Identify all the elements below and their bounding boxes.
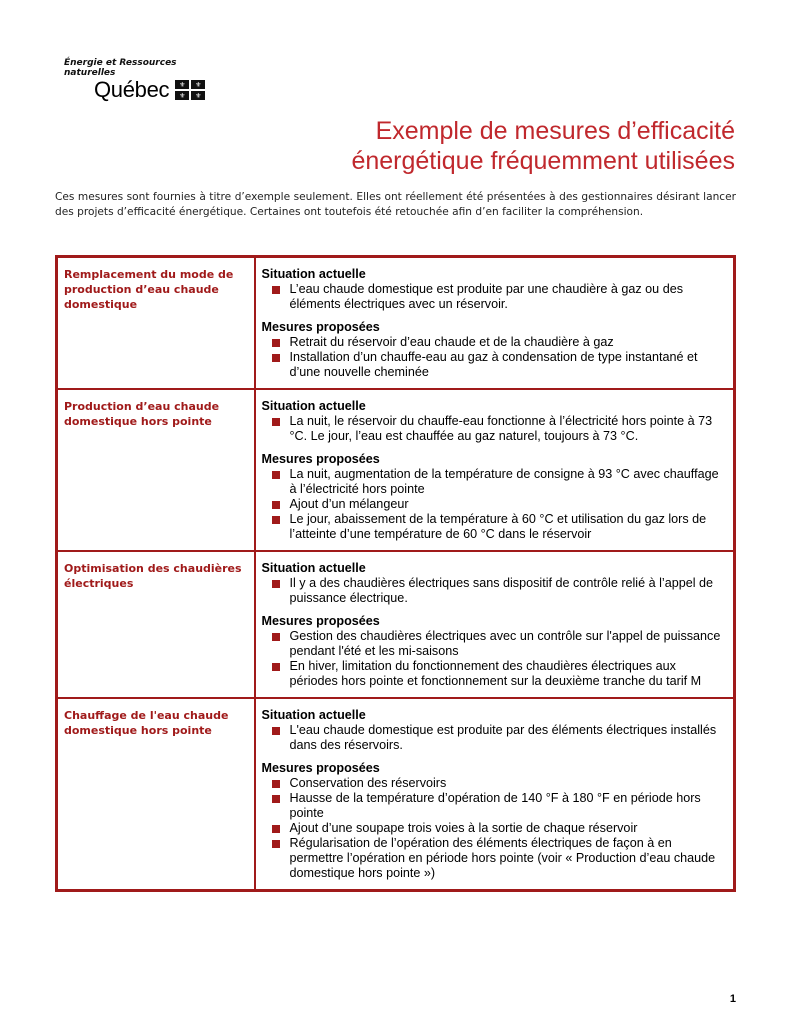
- proposed-heading: Mesures proposées: [261, 452, 380, 466]
- logo-ministry: Énergie et Ressources: [64, 58, 177, 68]
- measure-details: [255, 551, 735, 698]
- bullet-text: Le jour, abaissement de la température à 60 °C et utilisation du gaz lors de l’atteinte d’une température de 60 °C dans le réservoir: [289, 512, 707, 541]
- measures-table: [55, 255, 736, 892]
- bullet-text: Conservation des réservoirs: [289, 776, 447, 790]
- proposed-heading: Mesures proposées: [261, 320, 380, 334]
- fleur-de-lis-flag-icon: ⚜ ⚜ ⚜ ⚜: [175, 80, 205, 100]
- square-bullet-icon: [272, 471, 280, 479]
- bullet-item: [262, 576, 726, 606]
- current-heading: Situation actuelle: [261, 561, 366, 575]
- bullet-item: [262, 414, 726, 444]
- bullet-text: Ajout d’un mélangeur: [289, 497, 409, 511]
- measure-name: Production d’eau chaude domestique hors pointe: [57, 389, 255, 551]
- bullet-text: L’eau chaude domestique est produite par une chaudière à gaz ou des éléments électriques avec un réservoir.: [289, 282, 683, 311]
- measure-details: [255, 698, 735, 891]
- square-bullet-icon: [272, 418, 280, 426]
- proposed-heading: Mesures proposées: [261, 614, 380, 628]
- bullet-item: [262, 821, 726, 836]
- title-line-1: Exemple de mesures d’efficacité: [375, 117, 735, 145]
- bullet-text: En hiver, limitation du fonctionnement des chaudières électriques aux périodes hors pointe et fonctionnement sur la deuxième tranche du tarif M: [289, 659, 702, 688]
- square-bullet-icon: [272, 663, 280, 671]
- bullet-text: Ajout d’une soupape trois voies à la sortie de chaque réservoir: [289, 821, 638, 835]
- bullet-text: L'eau chaude domestique est produite par des éléments électriques installés dans des réservoirs.: [289, 723, 717, 752]
- measure-name: Remplacement du mode de production d’eau chaude domestique: [57, 257, 255, 390]
- bullet-text: Installation d’un chauffe-eau au gaz à condensation de type instantané et d’une nouvelle cheminée: [289, 350, 698, 379]
- square-bullet-icon: [272, 354, 280, 362]
- bullet-item: [262, 467, 726, 497]
- table-row: [57, 698, 735, 891]
- table-row: [57, 257, 735, 390]
- bullet-item: [262, 282, 726, 312]
- square-bullet-icon: [272, 516, 280, 524]
- square-bullet-icon: [272, 795, 280, 803]
- bullet-item: [262, 659, 726, 689]
- bullet-text: Gestion des chaudières électriques avec un contrôle sur l'appel de puissance pendant l'été et les mi-saisons: [289, 629, 721, 658]
- intro-paragraph: Ces mesures sont fournies à titre d’exemple seulement. Elles ont réellement été présentées à des gestionnaires désirant lancer des projets d’efficacité énergétique. Certaines ont toutefois été retouchée afin d’en faciliter la compréhension.: [55, 191, 736, 218]
- square-bullet-icon: [272, 633, 280, 641]
- square-bullet-icon: [272, 825, 280, 833]
- square-bullet-icon: [272, 286, 280, 294]
- bullet-item: [262, 335, 726, 350]
- measure-name: Chauffage de l'eau chaude domestique hors pointe: [57, 698, 255, 891]
- square-bullet-icon: [272, 840, 280, 848]
- bullet-text: Retrait du réservoir d’eau chaude et de la chaudière à gaz: [289, 335, 614, 349]
- bullet-text: La nuit, le réservoir du chauffe-eau fonctionne à l’électricité hors pointe à 73 °C. Le jour, l’eau est chauffée au gaz naturel, toujours à 73 °C.: [289, 414, 713, 443]
- bullet-item: [262, 776, 726, 791]
- bullet-item: [262, 836, 726, 881]
- page-title: [351, 116, 735, 176]
- bullet-text: Régularisation de l’opération des éléments électriques de façon à en permettre l’opération en période hors pointe (voir « Production d’eau chaude domestique hors pointe »): [289, 836, 716, 880]
- logo: [64, 58, 224, 102]
- square-bullet-icon: [272, 727, 280, 735]
- bullet-item: [262, 629, 726, 659]
- table-row: [57, 551, 735, 698]
- bullet-item: [262, 723, 726, 753]
- square-bullet-icon: [272, 339, 280, 347]
- square-bullet-icon: [272, 780, 280, 788]
- bullet-item: [262, 350, 726, 380]
- measure-name: Optimisation des chaudières électriques: [57, 551, 255, 698]
- proposed-heading: Mesures proposées: [261, 761, 380, 775]
- bullet-item: [262, 497, 726, 512]
- current-heading: Situation actuelle: [261, 708, 366, 722]
- current-heading: Situation actuelle: [261, 267, 366, 281]
- current-heading: Situation actuelle: [261, 399, 366, 413]
- bullet-text: Il y a des chaudières électriques sans dispositif de contrôle relié à l’appel de puissance électrique.: [289, 576, 714, 605]
- bullet-text: La nuit, augmentation de la température de consigne à 93 °C avec chauffage à l’électricité hors pointe: [289, 467, 719, 496]
- bullet-item: [262, 791, 726, 821]
- logo-ministry-2: naturelles: [64, 68, 116, 78]
- page-number: 1: [729, 993, 736, 1005]
- measure-details: [255, 389, 735, 551]
- square-bullet-icon: [272, 501, 280, 509]
- table-row: [57, 389, 735, 551]
- bullet-text: Hausse de la température d’opération de 140 °F à 180 °F en période hors pointe: [289, 791, 701, 820]
- title-line-2: énergétique fréquemment utilisées: [351, 147, 735, 175]
- square-bullet-icon: [272, 580, 280, 588]
- bullet-item: [262, 512, 726, 542]
- logo-quebec: Québec: [94, 77, 170, 102]
- measure-details: [255, 257, 735, 390]
